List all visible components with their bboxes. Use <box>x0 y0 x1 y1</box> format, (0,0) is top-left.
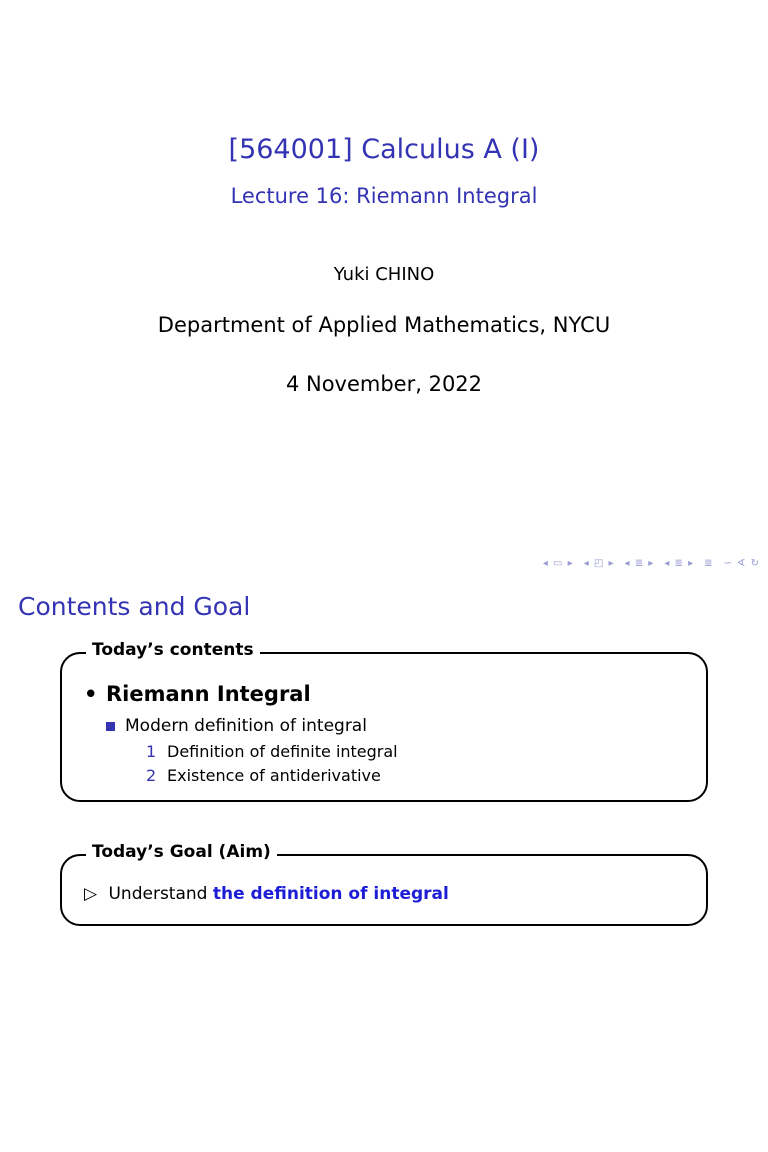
sub-item-text: Modern definition of integral <box>125 716 367 736</box>
sub-item <box>106 716 367 736</box>
section-nav-icon-2[interactable]: ◂ ≣ ▸ <box>664 558 695 569</box>
goal-box <box>60 842 708 926</box>
search-nav-icon[interactable]: ∽ ∢ ↻ <box>723 558 760 569</box>
enum-number: 1 <box>146 742 157 761</box>
goal-text: Understand <box>108 884 208 904</box>
beamer-navigation-bar <box>543 558 760 569</box>
main-item <box>84 682 311 706</box>
goal-highlight: the definition of integral <box>212 884 449 904</box>
enumerated-item <box>146 766 381 785</box>
contents-slide <box>0 576 768 1152</box>
goal-box-label: Today’s Goal (Aim) <box>86 842 277 862</box>
contents-box <box>60 640 708 802</box>
bullet-icon: • <box>84 682 98 706</box>
triangle-marker-icon: ▷ <box>84 884 98 904</box>
square-bullet-icon <box>106 722 115 731</box>
author: Yuki CHINO <box>333 264 435 285</box>
main-item-text: Riemann Integral <box>106 682 311 706</box>
slide-subtitle: Lecture 16: Riemann Integral <box>230 184 538 208</box>
institute: Department of Applied Mathematics, NYCU <box>157 313 611 337</box>
enum-text: Existence of antiderivative <box>167 766 381 785</box>
frame-title: Contents and Goal <box>18 592 251 621</box>
date: 4 November, 2022 <box>285 372 483 396</box>
document-nav-icon[interactable]: ≣ <box>704 558 714 569</box>
section-nav-icon[interactable]: ◂ ≣ ▸ <box>624 558 655 569</box>
enum-number: 2 <box>146 766 157 785</box>
enumerated-item <box>146 742 398 761</box>
slide-title: [564001] Calculus A (I) <box>228 134 540 165</box>
enum-text: Definition of definite integral <box>167 742 398 761</box>
frame-nav-icon[interactable]: ◂ ▭ ▸ <box>542 558 574 569</box>
contents-box-label: Today’s contents <box>86 640 260 660</box>
goal-line <box>84 884 449 904</box>
subsection-nav-icon[interactable]: ◂ ◰ ▸ <box>583 558 615 569</box>
